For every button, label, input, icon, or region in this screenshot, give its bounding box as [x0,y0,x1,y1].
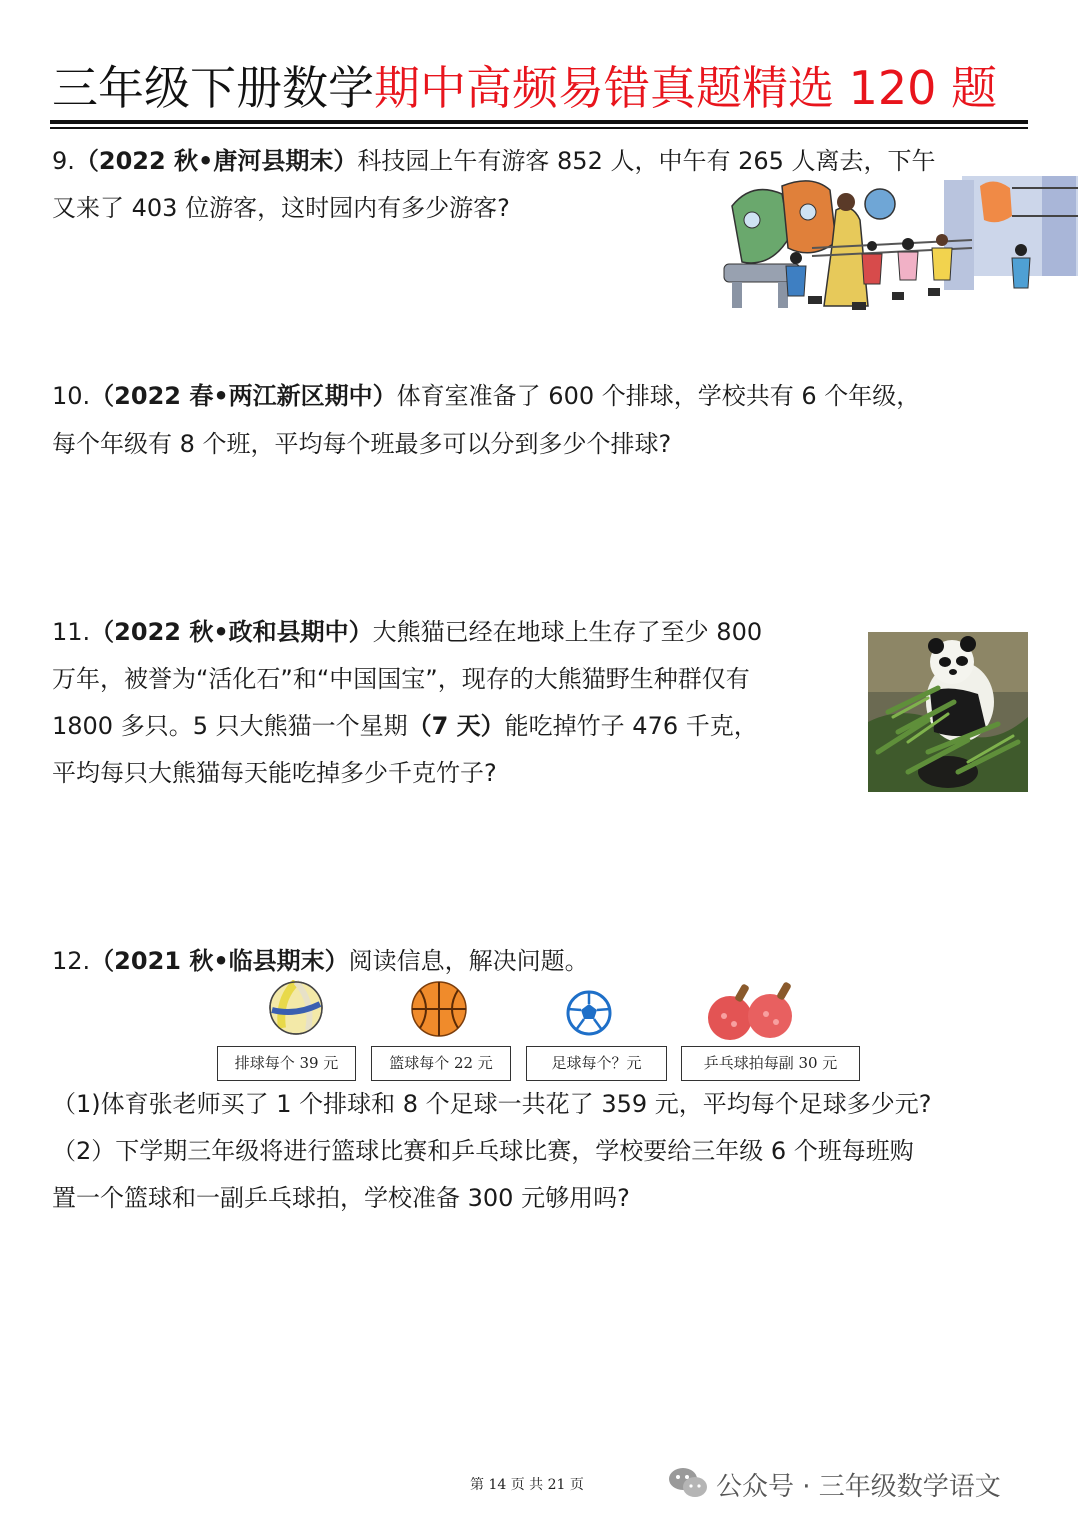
question-source: （2022 秋•唐河县期末） [74,147,358,175]
question-12-sub-1: （1)体育张老师买了 1 个排球和 8 个足球一共花了 359 元，平均每个足球多少元? [52,1090,932,1118]
question-9-line-2: 又来了 403 位游客，这时园内有多少游客? [52,194,510,222]
title-red-part: 期中高频易错真题精选 120 题 [374,61,998,115]
title-black-part: 三年级下册数学 [52,61,374,115]
question-10-line-1 [52,373,920,420]
question-12-sub-2-line-1: （2）下学期三年级将进行篮球比赛和乒乓球比赛，学校要给三年级 6 个班每班购 [52,1137,914,1165]
question-source: （2022 秋•政和县期中） [90,618,373,646]
ping-pong-paddles-icon [704,980,800,1042]
question-text: 阅读信息，解决问题。 [348,947,589,975]
question-12-sub-2-line-2: 置一个篮球和一副乒乓球拍，学校准备 300 元够用吗? [52,1184,630,1212]
panda-photo [868,632,1028,792]
question-text: 能吃掉竹子 476 千克， [504,712,758,740]
paddle-price-label: 乒乓球拍每副 30 元 [681,1046,860,1081]
question-text-bold: （7 天） [407,712,505,740]
page-number: 第 14 页 共 21 页 [470,1477,584,1493]
question-text: 体育室准备了 600 个排球，学校共有 6 个年级， [396,382,921,410]
question-12-line-1 [52,938,589,985]
title-rule-thin [50,127,1028,129]
basketball-icon [410,980,468,1038]
question-number: 9. [52,147,75,175]
question-number: 11. [52,618,91,646]
question-11-line-2: 万年，被誉为“活化石”和“中国国宝”，现存的大熊猫野生种群仅有 [52,665,750,693]
wechat-icon [668,1466,708,1500]
question-10-line-2: 每个年级有 8 个班，平均每个班最多可以分到多少个排球? [52,430,672,458]
volleyball-price-label: 排球每个 39 元 [217,1046,356,1081]
sports-items-row [0,980,1080,1050]
wechat-account-label: 公众号 · 三年级数学语文 [716,1472,1001,1502]
question-number: 12. [52,947,91,975]
question-11-line-3 [52,703,758,750]
soccer-price-label: 足球每个？元 [526,1046,667,1081]
page-title [52,58,1032,118]
question-11-line-4: 平均每只大熊猫每天能吃掉多少千克竹子? [52,759,497,787]
title-rule-thick [50,120,1028,124]
question-text: 科技园上午有游客 852 人，中午有 265 人离去，下午 [357,147,936,175]
soccer-ball-icon [566,990,612,1036]
question-source: （2022 春•两江新区期中） [90,382,397,410]
basketball-price-label: 篮球每个 22 元 [371,1046,511,1081]
question-text: 大熊猫已经在地球上生存了至少 800 [372,618,763,646]
volleyball-icon [268,980,324,1036]
question-text: 1800 多只。5 只大熊猫一个星期 [52,712,408,740]
science-park-illustration [712,176,1078,312]
question-source: （2021 秋•临县期末） [90,947,349,975]
question-number: 10. [52,382,91,410]
question-11-line-1 [52,609,762,656]
